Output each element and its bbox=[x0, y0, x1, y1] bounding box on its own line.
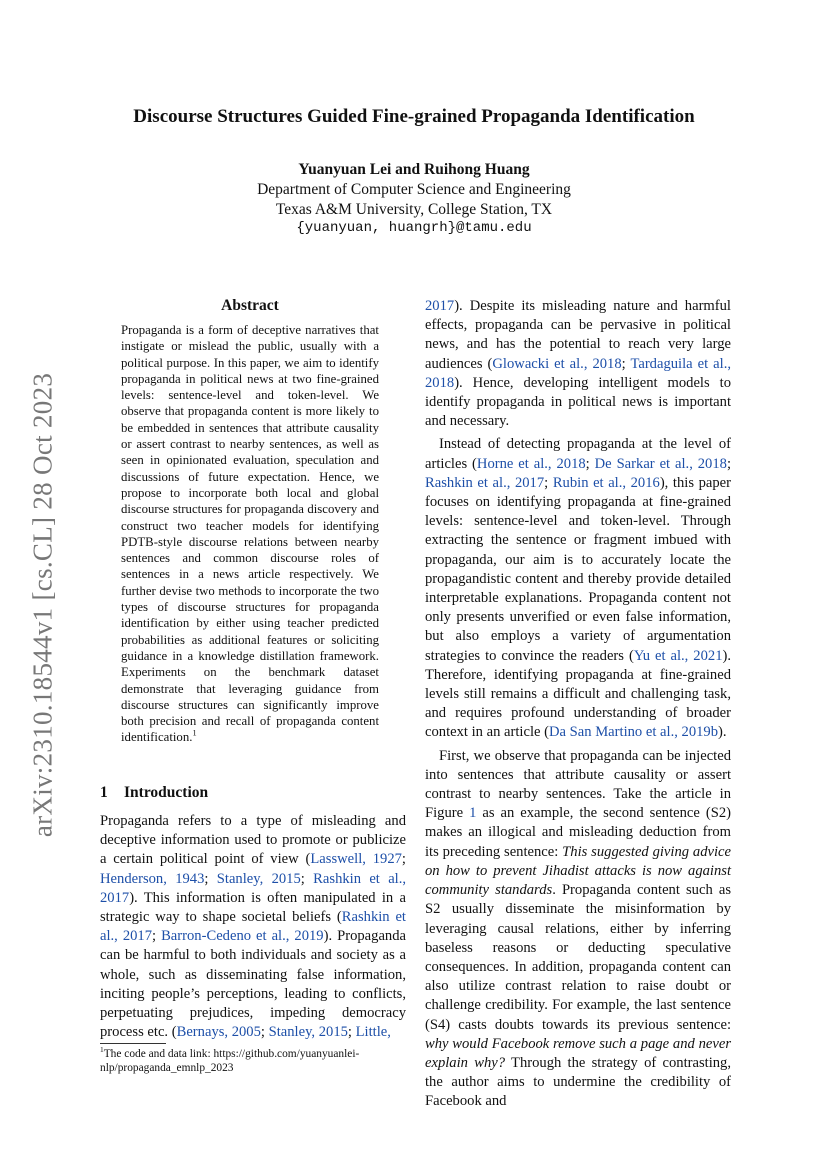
citation-link[interactable]: 2017 bbox=[425, 298, 455, 314]
footnote-rule bbox=[100, 1043, 166, 1044]
footnote-mark: 1 bbox=[100, 1045, 104, 1055]
separator: ; bbox=[585, 455, 595, 472]
citation-link[interactable]: Little, bbox=[355, 1024, 391, 1041]
section-number: 1 bbox=[100, 784, 108, 801]
citation-link[interactable]: Rashkin et al., 2017 bbox=[425, 474, 545, 491]
arxiv-identifier bbox=[20, 365, 66, 845]
abstract-body bbox=[121, 322, 379, 746]
body-text: ). Despite its misleading nature and harmful effects, propaganda can be pervasive in political news, and has the potential to reach very large audiences ( bbox=[425, 298, 731, 372]
section-title: Introduction bbox=[124, 784, 209, 801]
quoted-sentence: why would Facebook remove such a page and never explain why? bbox=[425, 1035, 731, 1071]
citation-link[interactable]: Glowacki et al., 2018 bbox=[492, 355, 622, 372]
citation-link[interactable]: Barron-Cedeno et al., 2019 bbox=[161, 928, 324, 945]
citation-link[interactable]: Horne et al., 2018 bbox=[476, 455, 586, 472]
citation-link[interactable]: Stanley, 2015 bbox=[216, 870, 301, 887]
citation-link[interactable]: Henderson, 1943 bbox=[100, 870, 205, 887]
separator: ; bbox=[621, 355, 631, 372]
body-text: ). Therefore, identifying propaganda at fine-grained levels still remains a difficult and challenging task, and requires profound understanding of broader context in an article ( bbox=[425, 647, 732, 741]
body-text: ). Propaganda can be harmful to both individuals and society as a whole, such as disseminating false information, inciting people’s perceptions, leading to conflicts, perpetuating prejudices, impeding democracy process etc. ( bbox=[100, 928, 406, 1041]
citation-link[interactable]: De Sarkar et al., 2018 bbox=[594, 455, 727, 472]
figure-reference-link[interactable]: 1 bbox=[469, 805, 477, 822]
body-text: First, we observe that propaganda can be injected into sentences that attribute causality or assert contrast to nearby sentences. Take the article in Figure bbox=[425, 747, 731, 822]
citation-link[interactable]: Rubin et al., 2016 bbox=[552, 474, 660, 491]
body-text: Through the strategy of contrasting, the author aims to undermine the credibility of Facebook and bbox=[425, 1054, 731, 1110]
body-text: Instead of detecting propaganda at the level of articles ( bbox=[425, 436, 731, 472]
abstract-footnote-mark: 1 bbox=[192, 729, 197, 739]
separator: ; bbox=[152, 928, 162, 945]
arxiv-identifier-text: arXiv:2310.18544v1 [cs.CL] 28 Oct 2023 bbox=[27, 372, 58, 838]
quoted-sentence: This suggested giving advice on how to prevent Jihadist attacks is now against community standards bbox=[425, 843, 731, 899]
section-heading-introduction bbox=[100, 784, 208, 802]
left-column-body bbox=[100, 812, 406, 1042]
intro-paragraph-3 bbox=[425, 747, 731, 1112]
abstract-heading: Abstract bbox=[221, 297, 279, 314]
separator: ; bbox=[347, 1024, 356, 1041]
separator: ; bbox=[544, 474, 553, 491]
separator: ; bbox=[204, 870, 217, 887]
separator: ; bbox=[260, 1024, 269, 1041]
separator: ; bbox=[401, 851, 406, 868]
footnote-text: The code and data link: https://github.com/yuanyuanlei-nlp/propaganda_emnlp_2023 bbox=[100, 1048, 360, 1074]
body-text: ). Hence, developing intelligent models to identify propaganda in political news is important and necessary. bbox=[425, 374, 731, 430]
citation-link[interactable]: Lasswell, 1927 bbox=[310, 851, 402, 868]
paper-authors: Yuanyuan Lei and Ruihong Huang bbox=[298, 161, 530, 178]
citation-link[interactable]: Da San Martino et al., 2019b bbox=[549, 724, 719, 741]
separator: ; bbox=[300, 870, 314, 887]
body-text: ). bbox=[718, 724, 727, 741]
body-text: Propaganda refers to a type of misleading and deceptive information used to promote or publicize a certain political point of view ( bbox=[100, 813, 406, 868]
affiliation-university: Texas A&M University, College Station, TX bbox=[275, 201, 553, 218]
body-text: as an example, the second sentence (S2) makes an illogical and misleading deduction from its preceding sentence: bbox=[425, 805, 731, 860]
intro-paragraph-2 bbox=[425, 435, 731, 742]
body-text: . Propaganda content such as S2 usually disseminate the misinformation by leveraging causal relations, either by inferring baseless reasons or deducting speculative consequences. In addition, propaganda content can also utilize contrast relation to raise doubt or challenge credibility. For example, the last sentence (S4) casts doubts towards its previous sentence: bbox=[425, 882, 732, 1033]
separator: ; bbox=[726, 455, 731, 472]
body-text: ), this paper focuses on identifying propaganda at fine-grained levels: sentence-level and token-level. Through extracting the sentence or fragment imbued with propaganda, our aim is to accurately locate the propagandistic content and thereby provide detailed interpretable explanations. Propaganda content not only presents unverified or even false information, but also employs a variety of argumentation strategies to convince the readers ( bbox=[425, 474, 731, 664]
citation-link[interactable]: Bernays, 2005 bbox=[176, 1024, 261, 1041]
author-email: {yuanyuan, huangrh}@tamu.edu bbox=[296, 220, 532, 236]
paper-title: Discourse Structures Guided Fine-grained Propaganda Identification bbox=[133, 106, 695, 127]
affiliation-department: Department of Computer Science and Engineering bbox=[257, 181, 571, 198]
citation-link[interactable]: Stanley, 2015 bbox=[268, 1024, 348, 1041]
abstract-text: Propaganda is a form of deceptive narratives that instigate or mislead the public, usually with a political purpose. In this paper, we aim to identify propaganda in political news at two fine-grained levels: sentence-level and token-level. We observe that propaganda content is more likely to be embedded in sentences that attribute causality or assert contrast to nearby sentences, as well as seen in opinionated evaluation, speculation and discussions of future expectation. Hence, we propose to incorporate both local and global discourse structures for propaganda discovery and construct two teacher models for identifying PDTB-style discourse relations between nearby sentences and common discourse roles of sentences in a news article respectively. We further devise two methods to incorporate the two types of discourse structures for propaganda identification by either using teacher predicted probabilities as additional features or soliciting guidance in a knowledge distillation framework. Experiments on the benchmark dataset demonstrate that leveraging guidance from discourse structures can significantly improve both precision and recall of propaganda content identification. bbox=[121, 323, 379, 745]
citation-link[interactable]: Tardaguila et al., 2018 bbox=[425, 355, 731, 391]
intro-paragraph-1-cont bbox=[425, 297, 731, 431]
body-text: ). This information is often manipulated in a strategic way to shape societal beliefs ( bbox=[100, 889, 406, 926]
intro-paragraph-1 bbox=[100, 812, 406, 1042]
citation-link[interactable]: Rashkin et al., 2017 bbox=[100, 909, 406, 945]
citation-link[interactable]: Rashkin et al., 2017 bbox=[100, 870, 407, 906]
citation-link[interactable]: Yu et al., 2021 bbox=[633, 647, 723, 664]
footnote bbox=[100, 1047, 406, 1075]
right-column-body bbox=[425, 297, 731, 1116]
